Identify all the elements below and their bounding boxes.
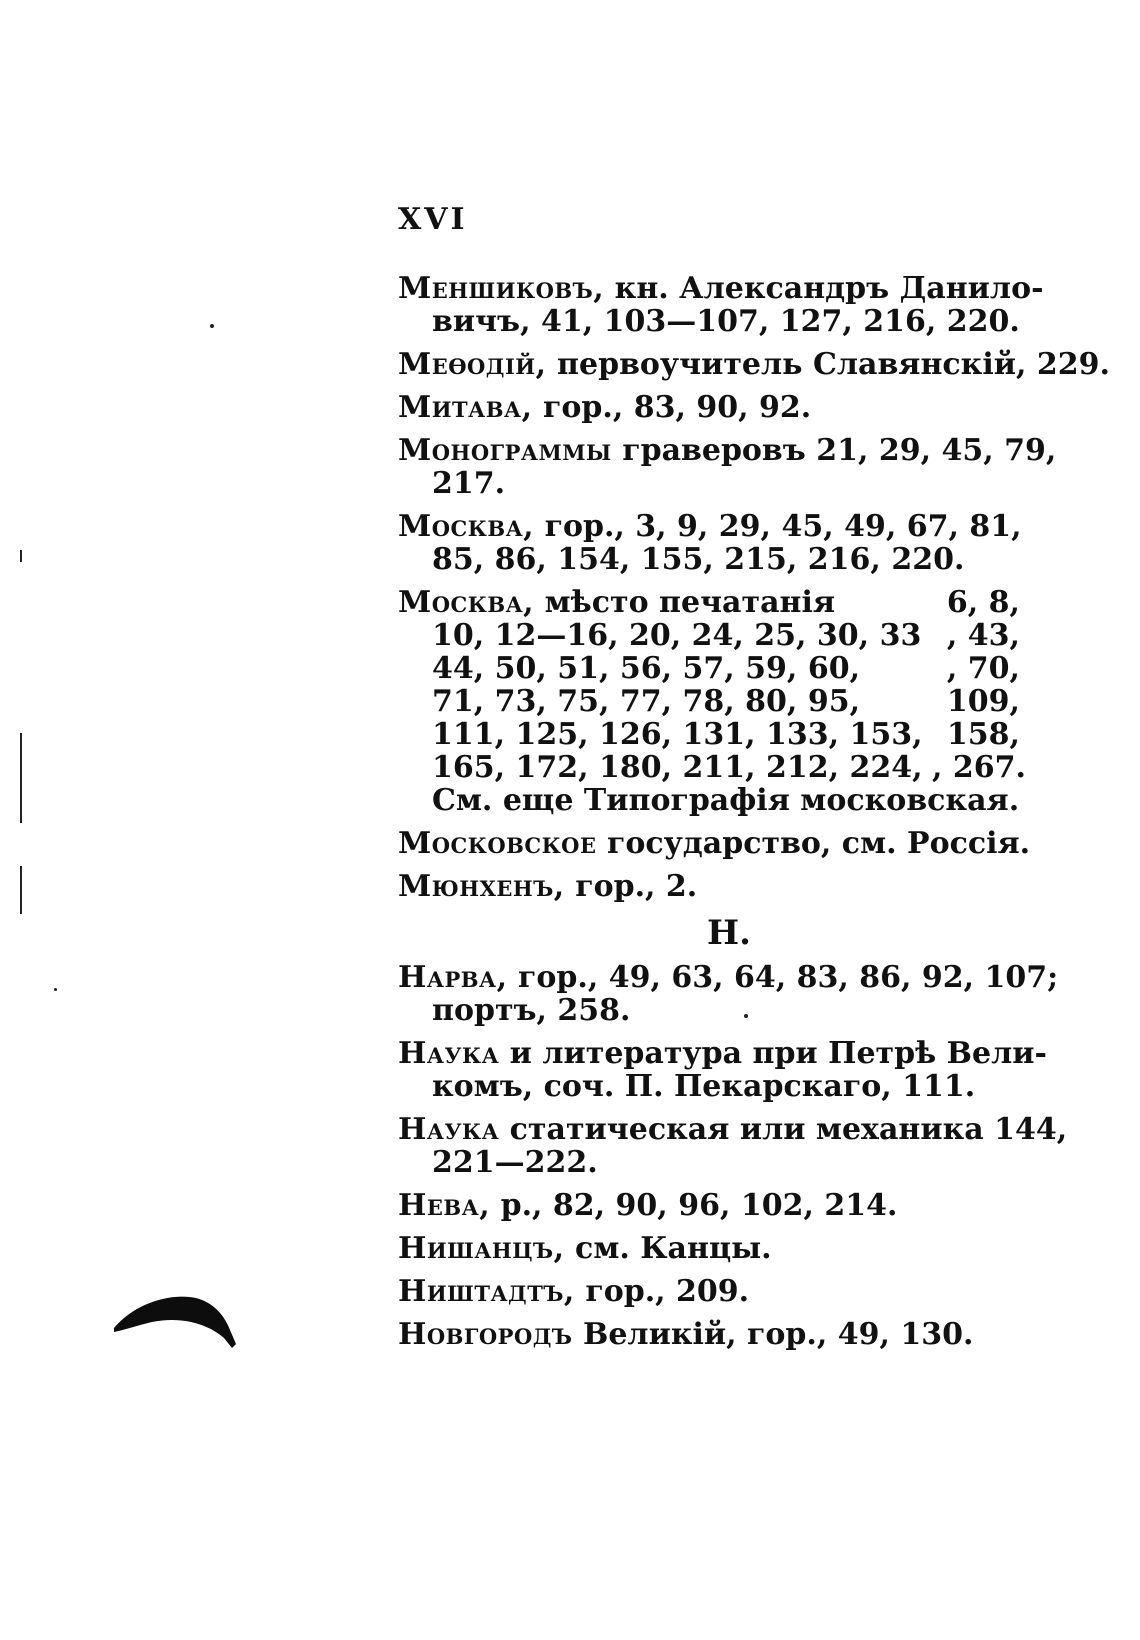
index-column: [398, 271, 1110, 1361]
index-entry-nauka-literatura: [398, 1036, 1047, 1104]
page-ref-left: 44, 50, 51, 56, 57, 59, 60,: [432, 651, 861, 686]
page-ref-right: , 70,: [946, 651, 1020, 686]
index-entry-menshikov: [398, 271, 1044, 339]
entry-head: Москва,: [398, 509, 535, 544]
entry-continuation: комъ, соч. П. Пекарскаго, 111.: [432, 1069, 976, 1104]
scan-speck: [20, 550, 22, 562]
entry-text: гор., 49, 63, 64, 83, 86, 92, 107;: [518, 960, 1059, 995]
entry-text: гор., 3, 9, 29, 45, 49, 67, 81,: [544, 509, 1022, 544]
entry-head: Меншиковъ,: [398, 271, 605, 306]
page-ref-left: 165, 172, 180, 211, 212, 224,: [432, 750, 923, 785]
entry-continuation: вичъ, 41, 103—107, 127, 216, 220.: [432, 304, 1020, 339]
entry-text: гор., 209.: [585, 1274, 750, 1309]
page-ref-right: 109,: [946, 684, 1020, 719]
entry-text: Великій, гор., 49, 130.: [582, 1317, 974, 1352]
entry-text: гор., 2.: [575, 869, 698, 904]
entry-continuation: портъ, 258.: [432, 993, 631, 1028]
page-ref-row: [432, 685, 1020, 718]
entry-head: Наука: [398, 1112, 500, 1147]
index-entry-neva: [398, 1189, 1020, 1222]
entry-head: Меѳодій,: [398, 347, 547, 382]
entry-continuation: 217.: [432, 466, 506, 501]
index-entry-monogrammy: [398, 433, 1057, 501]
entry-text: см. Канцы.: [575, 1231, 772, 1266]
entry-text: и литература при Петрѣ Вели-: [509, 1036, 1047, 1071]
index-entry-moskovskoe: [398, 826, 1031, 861]
page-ref-row: [432, 718, 1020, 751]
entry-head: Нева,: [398, 1188, 491, 1223]
scan-speck: [20, 733, 22, 823]
entry-text: государство, см. Россія.: [606, 826, 1031, 861]
entry-text: р., 82, 90, 96, 102, 214.: [500, 1188, 898, 1223]
section-letter-heading: Н.: [707, 913, 751, 953]
entry-head: Московское: [398, 826, 597, 861]
entry-text: статическая или механика 144,: [509, 1112, 1068, 1147]
index-entry-munchen: [398, 870, 1020, 903]
scan-speck: [210, 324, 214, 328]
entry-head: Митава,: [398, 390, 533, 425]
page-ref-row: [432, 619, 1020, 652]
entry-head: Новгородъ: [398, 1317, 573, 1352]
entry-text: гор., 83, 90, 92.: [543, 390, 812, 425]
entry-head: Мюнхенъ,: [398, 869, 565, 904]
entry-head: Ништадтъ,: [398, 1274, 575, 1309]
page-ref-row: [432, 652, 1020, 685]
page-ref-right: , 43,: [946, 618, 1020, 653]
entry-head: Монограммы: [398, 433, 612, 468]
see-also-reference: См. еще Типографія московская.: [432, 783, 1020, 818]
entry-tail: 6, 8,: [946, 585, 1020, 620]
ink-blot-mark: [112, 1284, 242, 1394]
index-entry-narva: [398, 960, 1059, 1028]
scan-speck: [744, 1014, 748, 1018]
entry-text: первоучитель Славянскій, 229.: [557, 347, 1110, 382]
index-entry-mefodiy: [398, 347, 1110, 382]
entry-continuation: 221—222.: [432, 1145, 598, 1180]
index-entry-moskva-printing: [398, 585, 1026, 818]
page-ref-left: 111, 125, 126, 131, 133, 153,: [432, 717, 923, 752]
index-entry-nishants: [398, 1232, 1020, 1265]
index-entry-moskva-city: [398, 510, 1020, 576]
page-number: XVI: [398, 202, 468, 237]
index-entry-nauka-staticheskaya: [398, 1112, 1068, 1180]
scan-speck: [54, 988, 57, 991]
page-ref-left: 71, 73, 75, 77, 78, 80, 95,: [432, 684, 861, 719]
index-entry-mitava: [398, 391, 1020, 424]
page-ref-row: [432, 750, 1026, 785]
page-ref-left: 10, 12—16, 20, 24, 25, 30, 33: [432, 618, 922, 653]
scan-speck: [20, 866, 22, 914]
page-ref-right: 158,: [946, 717, 1020, 752]
entry-text: мѣсто печатанія: [544, 585, 836, 620]
entry-text: граверовъ 21, 29, 45, 79,: [622, 433, 1057, 468]
entry-head: Москва,: [398, 585, 535, 620]
entry-head: Нарва,: [398, 960, 508, 995]
page-ref-right: , 267.: [932, 750, 1026, 785]
index-entry-novgorod: [398, 1318, 1020, 1351]
entry-continuation: 85, 86, 154, 155, 215, 216, 220.: [432, 542, 965, 577]
entry-head: Нишанцъ,: [398, 1231, 565, 1266]
index-entry-nishtadt: [398, 1275, 1020, 1308]
entry-head: Наука: [398, 1036, 500, 1071]
entry-text: кн. Александръ Данило-: [614, 271, 1044, 306]
